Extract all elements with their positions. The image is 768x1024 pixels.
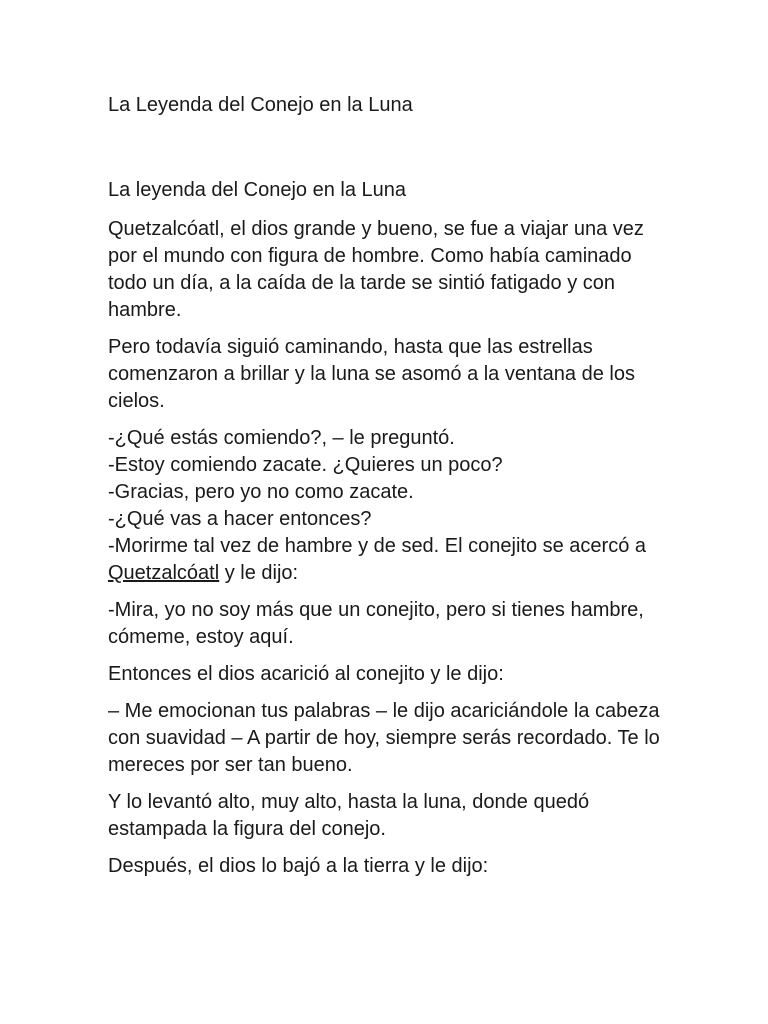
document-title: La Leyenda del Conejo en la Luna [108,94,413,116]
dialogue-block [108,425,668,587]
dialogue-line-1: -¿Qué estás comiendo?, – le preguntó. [108,427,455,449]
dialogue-line-5-start: -Morirme tal vez de hambre y de sed. El conejito se acercó a [108,535,647,557]
section-title: La leyenda del Conejo en la Luna [108,179,407,201]
dialogue-line-2: -Estoy comiendo zacate. ¿Quieres un poco? [108,454,503,476]
paragraph-5: – Me emocionan tus palabras – le dijo acariciándole la cabeza con suavidad – A partir de hoy, siempre serás recordado. Te lo mereces por ser tan bueno. [108,700,660,776]
dialogue-line-3: -Gracias, pero yo no como zacate. [108,481,414,503]
dialogue-line-5-end: y le dijo: [219,562,299,584]
paragraph-7: Después, el dios lo bajó a la tierra y le dijo: [108,855,489,877]
paragraph-2: Pero todavía siguió caminando, hasta que las estrellas comenzaron a brillar y la luna se asomó a la ventana de los cielos. [108,336,635,412]
dialogue-line-5 [108,533,668,587]
paragraph-6: Y lo levantó alto, muy alto, hasta la luna, donde quedó estampada la figura del conejo. [108,791,590,840]
paragraph-4: Entonces el dios acarició al conejito y le dijo: [108,663,504,685]
quetzalcoatl-link[interactable]: Quetzalcóatl [108,562,220,584]
paragraph-3: -Mira, yo no soy más que un conejito, pero si tienes hambre, cómeme, estoy aquí. [108,599,644,648]
document-page [108,92,668,890]
dialogue-line-4: -¿Qué vas a hacer entonces? [108,508,372,530]
paragraph-1: Quetzalcóatl, el dios grande y bueno, se fue a viajar una vez por el mundo con figura de hombre. Como había caminado todo un día, a la caída de la tarde se sintió fatigado y con hambre. [108,218,644,321]
